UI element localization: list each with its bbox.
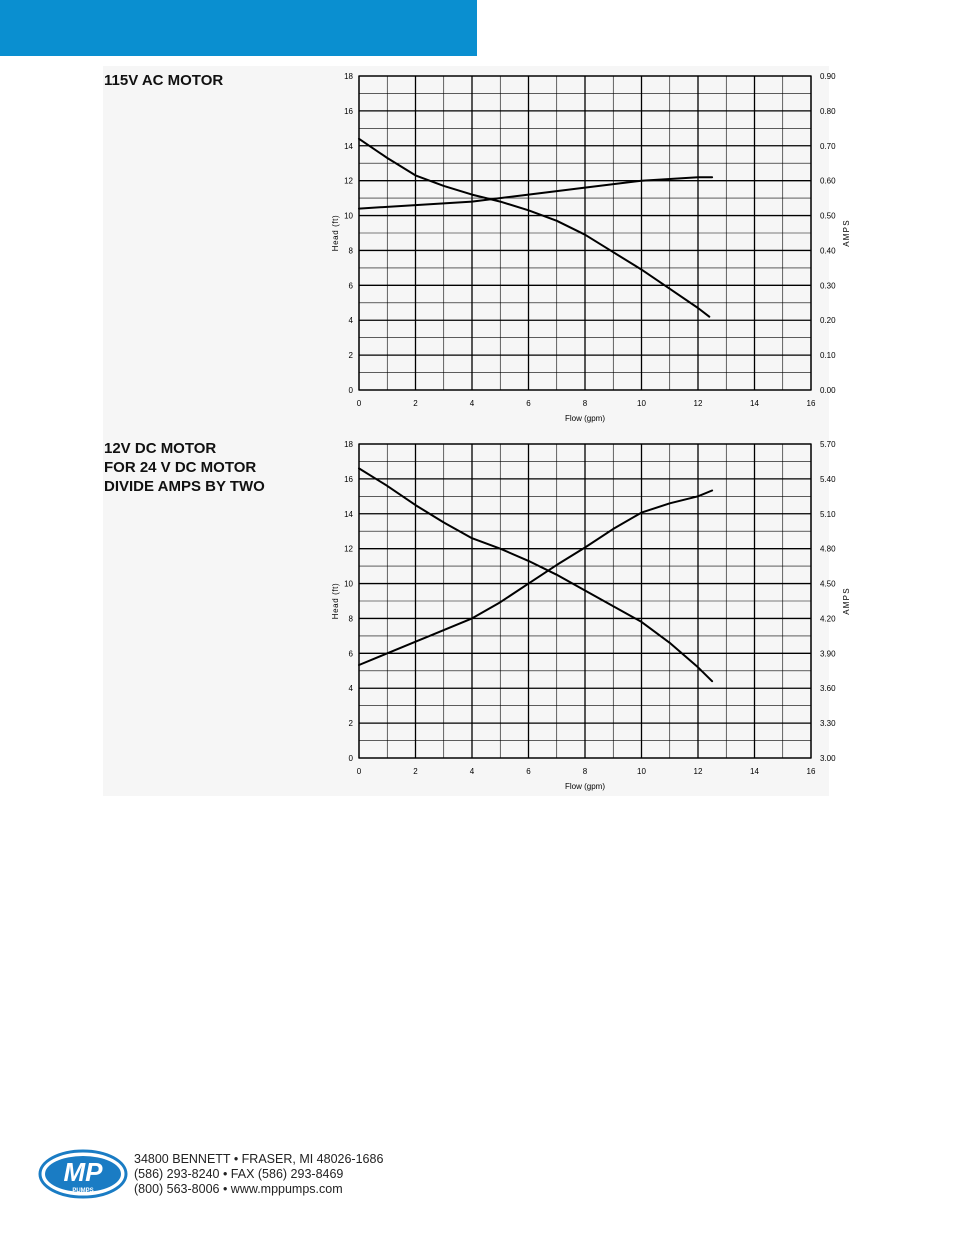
y-tick-label: 4 <box>348 316 353 326</box>
y2-axis-label: AMPS <box>842 587 851 615</box>
y-tick-label: 14 <box>344 141 353 151</box>
y-tick-label: 12 <box>344 176 353 186</box>
y2-axis-label: AMPS <box>842 219 851 247</box>
header-band <box>0 0 477 56</box>
website-line: (800) 563-8006 • www.mppumps.com <box>134 1182 343 1196</box>
y-tick-label: 12 <box>344 544 353 554</box>
x-tick-label: 16 <box>806 399 816 408</box>
section-title-ac-motor <box>104 71 223 90</box>
x-tick-label: 10 <box>637 399 646 408</box>
x-tick-label: 2 <box>413 767 418 776</box>
y2-tick-label: 0.80 <box>820 106 836 116</box>
y-tick-label: 10 <box>344 579 353 589</box>
title-line: DIVIDE AMPS BY TWO <box>104 478 265 495</box>
y2-tick-label: 3.30 <box>820 719 836 729</box>
x-tick-label: 14 <box>750 399 759 408</box>
y2-tick-label: 0.60 <box>820 176 836 186</box>
y-tick-label: 10 <box>344 211 353 221</box>
x-tick-label: 0 <box>356 767 362 776</box>
y2-tick-label: 5.40 <box>820 474 836 484</box>
y2-tick-label: 5.70 <box>820 440 836 449</box>
y2-tick-label: 0.50 <box>820 211 836 221</box>
title-line: FOR 24 V DC MOTOR <box>104 459 257 476</box>
x-tick-label: 16 <box>806 767 816 776</box>
y2-tick-label: 0.00 <box>820 386 836 395</box>
chart-ac-motor <box>326 66 866 426</box>
y-tick-label: 0 <box>348 386 353 395</box>
y-axis-label: Head (ft) <box>331 582 340 620</box>
mp-pumps-logo <box>38 1148 128 1200</box>
y-tick-label: 8 <box>348 246 353 256</box>
logo-text: MP <box>63 1157 103 1187</box>
y2-tick-label: 3.60 <box>820 684 836 694</box>
amps-curve <box>359 491 712 666</box>
y2-tick-label: 4.50 <box>820 579 836 589</box>
y2-tick-label: 0.70 <box>820 141 836 151</box>
y2-tick-label: 0.90 <box>820 72 836 81</box>
y-tick-label: 18 <box>344 440 353 449</box>
y-tick-label: 16 <box>344 106 353 116</box>
x-tick-label: 6 <box>526 767 531 776</box>
x-tick-label: 12 <box>693 767 703 776</box>
address-block <box>134 1152 383 1197</box>
y2-tick-label: 0.20 <box>820 316 836 326</box>
y2-tick-label: 3.90 <box>820 649 836 659</box>
x-tick-label: 8 <box>582 767 588 776</box>
footer <box>38 1148 458 1202</box>
x-tick-label: 4 <box>469 767 475 776</box>
y2-tick-label: 4.80 <box>820 544 836 554</box>
y-tick-label: 4 <box>348 684 353 694</box>
x-tick-label: 10 <box>637 767 646 776</box>
amps-curve <box>359 177 712 208</box>
x-tick-label: 14 <box>750 767 759 776</box>
y-tick-label: 6 <box>348 649 353 659</box>
y2-tick-label: 0.10 <box>820 351 836 361</box>
y-axis-label: Head (ft) <box>331 214 340 252</box>
y-tick-label: 6 <box>348 281 353 291</box>
x-tick-label: 6 <box>526 399 531 408</box>
x-axis-label: Flow (gpm) <box>564 782 606 791</box>
y-tick-label: 14 <box>344 509 353 519</box>
logo-subtext: PUMPS <box>72 1188 94 1194</box>
x-tick-label: 4 <box>469 399 475 408</box>
y2-tick-label: 5.10 <box>820 509 836 519</box>
y2-tick-label: 3.00 <box>820 754 836 763</box>
chart-dc-motor <box>326 434 866 796</box>
y-tick-label: 2 <box>348 351 353 361</box>
x-tick-label: 2 <box>413 399 418 408</box>
section-title-dc-motor <box>104 439 265 496</box>
x-axis-label: Flow (gpm) <box>564 414 606 423</box>
y-tick-label: 8 <box>348 614 353 624</box>
chart-dc-svg <box>326 434 866 796</box>
title-line: 115V AC MOTOR <box>104 72 224 89</box>
y2-tick-label: 0.40 <box>820 246 836 256</box>
title-line: 12V DC MOTOR <box>104 440 217 457</box>
x-tick-label: 12 <box>693 399 703 408</box>
y2-tick-label: 0.30 <box>820 281 836 291</box>
y2-tick-label: 4.20 <box>820 614 836 624</box>
y-tick-label: 2 <box>348 719 353 729</box>
head-curve <box>359 468 712 681</box>
chart-ac-svg <box>326 66 866 426</box>
x-tick-label: 0 <box>356 399 362 408</box>
y-tick-label: 18 <box>344 72 353 81</box>
head-curve <box>359 139 709 317</box>
phone-line: (586) 293-8240 • FAX (586) 293-8469 <box>134 1167 344 1181</box>
y-tick-label: 16 <box>344 474 353 484</box>
x-tick-label: 8 <box>582 399 588 408</box>
y-tick-label: 0 <box>348 754 353 763</box>
address-line: 34800 BENNETT • FRASER, MI 48026-1686 <box>134 1152 384 1166</box>
